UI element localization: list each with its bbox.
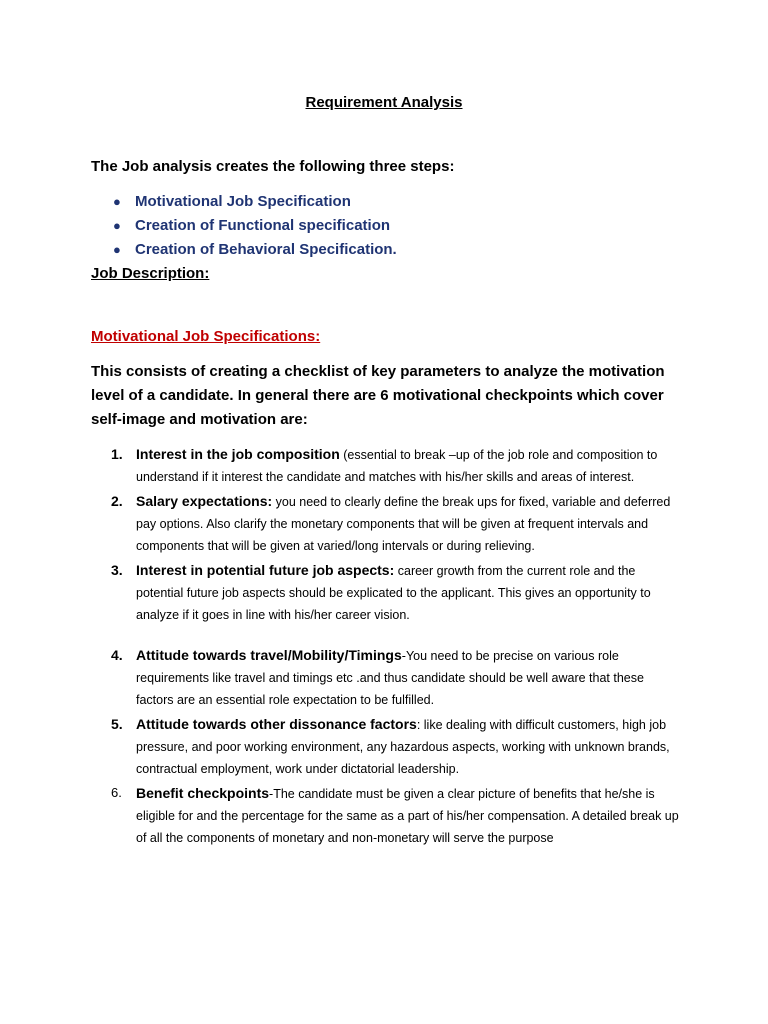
- list-item: [91, 559, 681, 626]
- list-item: [91, 240, 397, 264]
- step-label: Creation of Functional specification: [135, 217, 391, 234]
- list-item: [91, 644, 681, 711]
- item-lead: Attitude towards other dissonance factors: [136, 716, 417, 732]
- list-item: [91, 782, 681, 849]
- motivational-heading: Motivational Job Specifications:: [91, 328, 321, 345]
- list-item: [91, 713, 681, 780]
- item-text: : like dealing with difficult customers, high job pressure, and poor working environment, any hazardous aspects, working with unknown brands, contractual employment, work under dictatorial leadership.: [136, 718, 670, 776]
- item-text: you need to clearly define the break ups for fixed, variable and deferred pay options. Also clarify the monetary components that will be given at frequent intervals and components that will be given at varied/long intervals or during relieving.: [136, 495, 671, 553]
- job-description-heading: Job Description:: [91, 265, 210, 282]
- bullet-icon: ●: [113, 194, 121, 209]
- item-lead: Attitude towards travel/Mobility/Timings: [136, 647, 402, 663]
- page-title: Requirement Analysis: [305, 94, 463, 111]
- list-item: [91, 490, 681, 557]
- item-lead: Interest in potential future job aspects:: [136, 562, 395, 578]
- intro-text: The Job analysis creates the following three steps:: [91, 158, 455, 175]
- item-lead: Interest in the job composition: [136, 446, 340, 462]
- list-item: [91, 443, 681, 488]
- item-lead: Benefit checkpoints: [136, 785, 270, 801]
- motivational-paragraph: This consists of creating a checklist of key parameters to analyze the motivation level of a candidate. In general there are 6 motivational checkpoints which cover self-image and motivation are:: [91, 363, 665, 428]
- bullet-icon: ●: [113, 242, 121, 257]
- step-label: Motivational Job Specification: [135, 193, 351, 210]
- item-text: -The candidate must be given a clear picture of benefits that he/she is eligible for and the percentage for the same as a part of his/her compensation. A detailed break up of all the components of monetary and non-monetary will serve the purpose: [136, 787, 679, 845]
- item-number: 1.: [111, 446, 123, 462]
- list-item: [91, 216, 397, 240]
- item-number: 3.: [111, 562, 123, 578]
- item-number: 2.: [111, 493, 123, 509]
- item-number: 6.: [111, 785, 122, 800]
- item-text: career growth from the current role and the potential future job aspects should be explicated to the applicant. This gives an opportunity to analyze if it goes in line with his/her career vision.: [136, 564, 651, 622]
- item-text: (essential to break –up of the job role and composition to understand if it interest the candidate and matches with his/her skills and areas of interest.: [136, 448, 658, 484]
- item-number: 5.: [111, 716, 123, 732]
- step-label: Creation of Behavioral Specification.: [135, 241, 397, 258]
- item-text: -You need to be precise on various role requirements like travel and timings etc .and thus candidate should be well aware that these factors are an essential role expectation to be fulfilled.: [136, 649, 644, 707]
- item-number: 4.: [111, 647, 123, 663]
- checkpoints-list: [91, 443, 681, 851]
- steps-list: [91, 192, 397, 264]
- item-lead: Salary expectations:: [136, 493, 273, 509]
- list-item: [91, 192, 397, 216]
- bullet-icon: ●: [113, 218, 121, 233]
